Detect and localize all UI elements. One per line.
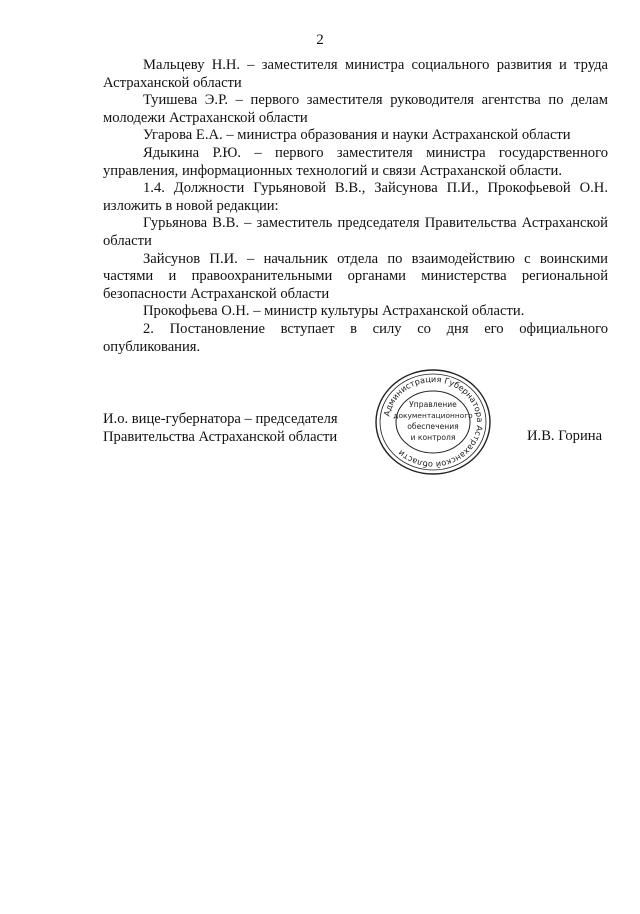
paragraph-zaysunov: Зайсунов П.И. – начальник отдела по взаимодействию с воинскими частями и правоохранительными органами министерства региональной безопасности Астраханской области — [103, 250, 608, 302]
seal-outer-textpath: Администрация Губернатора Астраханской области — [381, 373, 486, 471]
paragraph-item-2: 2. Постановление вступает в силу со дня его официального опубликования. — [103, 320, 608, 355]
signature-title — [103, 411, 338, 446]
official-seal-stamp — [369, 367, 497, 477]
paragraph-prokofyeva: Прокофьева О.Н. – министр культуры Астраханской области. — [143, 303, 525, 320]
seal-inner-line1: Управление — [409, 400, 457, 409]
paragraph-yadykina: Ядыкина Р.Ю. – первого заместителя министра государственного управления, информационных технологий и связи Астраханской области. — [103, 144, 608, 179]
seal-inner-line2: документационного — [393, 411, 473, 420]
paragraph-tuisheva: Туишева Э.Р. – первого заместителя руководителя агентства по делам молодежи Астраханской области — [103, 92, 608, 126]
page-number: 2 — [316, 32, 324, 48]
paragraph-maltseva: Мальцеву Н.Н. – заместителя министра социального развития и труда Астраханской области — [103, 57, 608, 91]
document-body — [103, 57, 608, 356]
paragraph-item-1-4: 1.4. Должности Гурьяновой В.В., Зайсунова П.И., Прокофьевой О.Н. изложить в новой редакции: — [103, 180, 608, 214]
signature-title-line1: И.о. вице-губернатора – председателя — [103, 411, 338, 427]
signature-name: И.В. Горина — [527, 428, 603, 444]
seal-inner-line3: обеспечения — [407, 422, 459, 431]
seal-inner-line4: и контроля — [410, 433, 456, 442]
paragraph-guryanova: Гурьянова В.В. – заместитель председателя Правительства Астраханской области — [103, 215, 608, 249]
signature-title-line2: Правительства Астраханской области — [103, 428, 338, 445]
paragraph-ugarova: Угарова Е.А. – министра образования и науки Астраханской области — [143, 127, 571, 144]
